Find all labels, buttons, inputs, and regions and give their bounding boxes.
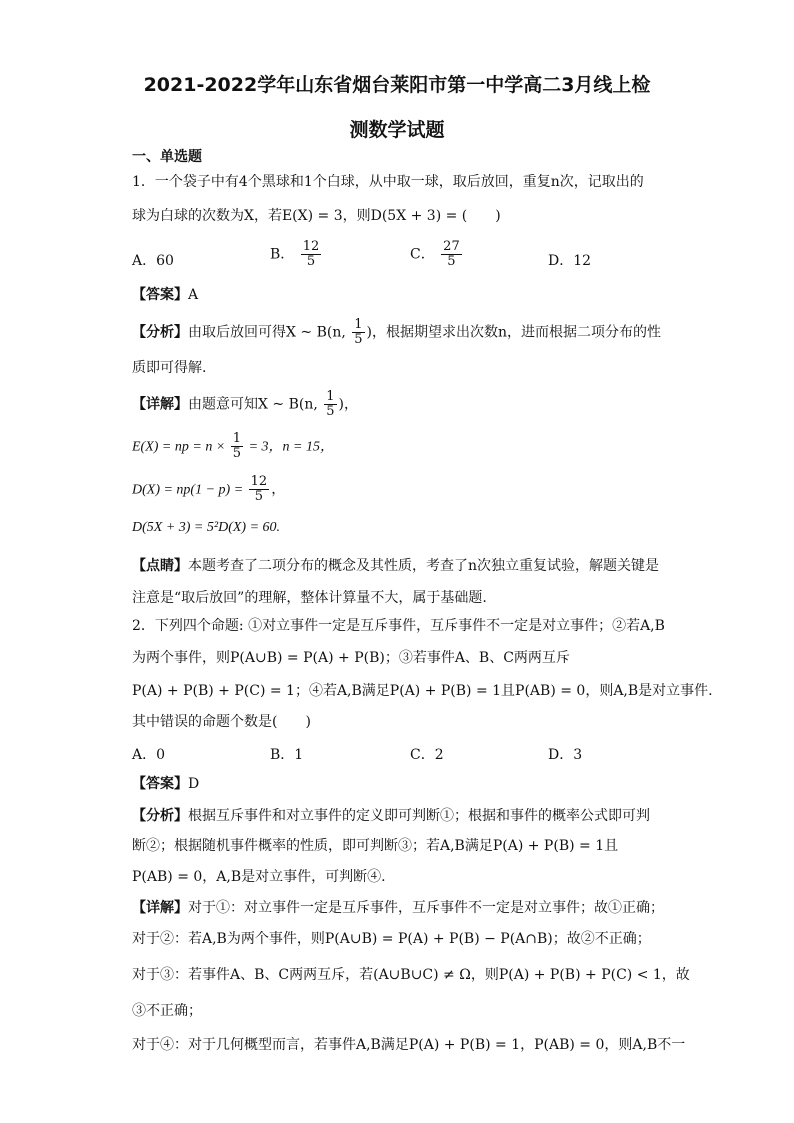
frac-den: 5 xyxy=(232,446,242,461)
page-title-line2: 测数学试题 xyxy=(349,119,445,141)
q2-answer xyxy=(132,774,664,794)
q1-analysis-line1 xyxy=(132,318,664,347)
q2-answer-tag: 【答案】 xyxy=(132,776,188,792)
q1-option-a xyxy=(132,250,174,270)
q2-detail-line2: 对于②：若A,B为两个事件，则P(A∪B) = P(A) + P(B) − P(A∩B)；故②不正确； xyxy=(132,931,651,947)
q2-text-line1: 2．下列四个命题: ①对立事件一定是互斥事件，互斥事件不一定是对立事件；②若A,B xyxy=(132,618,665,634)
q1-option-b xyxy=(270,240,323,269)
page-title-line1: 2021-2022学年山东省烟台莱阳市第一中学高二3月线上检 xyxy=(143,74,651,96)
frac-num: 1 xyxy=(326,389,335,404)
q2-analysis-line1 xyxy=(132,806,664,826)
q1-answer-tag: 【答案】 xyxy=(132,287,188,303)
q1-detail-tag: 【详解】 xyxy=(132,396,188,413)
q2-detail-line1 xyxy=(132,898,664,918)
q2-analysis-text: 根据互斥事件和对立事件的定义即可判断①；根据和事件的概率公式即可判 xyxy=(188,808,650,824)
q1-option-b-num: 12 xyxy=(302,239,320,254)
q1-detail-fraction xyxy=(324,390,336,419)
q1-answer-value: A xyxy=(188,287,199,303)
q2-answer-value: D xyxy=(188,776,200,792)
q1-option-a-label: A．60 xyxy=(132,253,174,269)
q1-option-b-fraction xyxy=(301,240,322,269)
frac-den: 5 xyxy=(326,404,335,419)
q1-option-d-label: D．12 xyxy=(548,253,592,269)
q2-detail-text: 对于①：对立事件一定是互斥事件，互斥事件不一定是对立事件；故①正确； xyxy=(188,900,664,916)
q1-option-c-fraction xyxy=(441,240,462,269)
q1-detail-line1 xyxy=(132,390,664,419)
frac-num: 1 xyxy=(232,431,242,446)
q1-detail-line4: D(5X + 3) = 5²D(X) = 60. xyxy=(132,520,281,535)
q2-detail-line3: 对于③：若事件A、B、C两两互斥，若(A∪B∪C) ≠ Ω，则P(A) + P(B) + P(C) < 1，故 xyxy=(132,967,690,983)
q1-option-c-num: 27 xyxy=(443,239,460,254)
q1-comment-line1 xyxy=(132,556,664,576)
q1-detail-l3-a: D(X) = np(1 − p) = xyxy=(132,482,247,498)
q1-option-b-label: B． xyxy=(270,246,295,263)
q1-option-d xyxy=(548,250,591,270)
q2-text-line4: 其中错误的命题个数是( ) xyxy=(132,714,311,730)
q1-option-c-label: C． xyxy=(410,246,435,263)
q2-detail-line5: 对于④：对于几何概型而言，若事件A,B满足P(A) + P(B) = 1，P(AB) = 0，则A,B不一 xyxy=(132,1037,686,1053)
q1-detail-l3-fraction xyxy=(249,475,270,504)
q2-option-c: C．2 xyxy=(410,747,444,763)
q1-detail-text-b: )， xyxy=(338,396,359,413)
frac-den: 5 xyxy=(254,489,264,504)
q1-detail-line3 xyxy=(132,475,664,504)
q1-option-c-den: 5 xyxy=(447,254,456,269)
q2-analysis-line2: 断②；根据随机事件概率的性质，即可判断③；若A,B满足P(A) + P(B) = 1且 xyxy=(132,838,619,854)
q1-detail-l2-b: = 3，n = 15， xyxy=(245,439,334,455)
frac-num: 12 xyxy=(250,474,268,489)
q2-option-d: D．3 xyxy=(548,747,583,763)
section-heading: 一、单选题 xyxy=(132,149,202,165)
q2-text-line3: P(A) + P(B) + P(C) = 1；④若A,B满足P(A) + P(B) = 1且P(AB) = 0，则A,B是对立事件. xyxy=(132,683,713,699)
q1-analysis-text-a: 由取后放回可得X ~ B(n, xyxy=(188,324,351,341)
q1-detail-l2-fraction xyxy=(231,432,243,461)
q1-answer xyxy=(132,285,664,305)
frac-num: 1 xyxy=(354,317,363,332)
q1-text-line2: 球为白球的次数为X，若E(X) = 3，则D(5X + 3) = ( ) xyxy=(132,208,501,224)
frac-den: 5 xyxy=(354,332,363,347)
q1-analysis-fraction xyxy=(352,318,364,347)
q1-analysis-text-b: )，根据期望求出次数n，进而根据二项分布的性 xyxy=(366,324,662,341)
q1-option-c xyxy=(410,240,464,269)
q2-option-a: A．0 xyxy=(132,747,166,763)
q1-detail-line2 xyxy=(132,432,664,461)
q2-text-line2: 为两个事件，则P(A∪B) = P(A) + P(B)；③若事件A、B、C两两互斥 xyxy=(132,650,570,666)
q1-detail-l3-b: ， xyxy=(271,481,286,498)
q1-detail-text-a: 由题意可知X ~ B(n, xyxy=(188,396,323,413)
q1-comment-line2: 注意是“取后放回”的理解，整体计算量不大，属于基础题. xyxy=(132,590,487,606)
q1-comment-tag: 【点睛】 xyxy=(132,558,188,574)
q1-option-b-den: 5 xyxy=(306,254,316,269)
q1-detail-l2-a: E(X) = np = n × xyxy=(132,439,229,455)
q1-text-line1: 1．一个袋子中有4个黑球和1个白球，从中取一球，取后放回，重复n次，记取出的 xyxy=(132,174,644,190)
q1-analysis-line2: 质即可得解. xyxy=(132,360,207,376)
q1-comment-text: 本题考查了二项分布的概念及其性质，考查了n次独立重复试验，解题关键是 xyxy=(188,558,660,574)
q2-analysis-line3: P(AB) = 0，A,B是对立事件，可判断④. xyxy=(132,869,386,885)
q2-detail-line4: ③不正确； xyxy=(132,1003,202,1019)
q2-analysis-tag: 【分析】 xyxy=(132,808,188,824)
q1-analysis-tag: 【分析】 xyxy=(132,324,188,341)
q2-detail-tag: 【详解】 xyxy=(132,900,188,916)
q2-option-b: B．1 xyxy=(270,747,304,763)
